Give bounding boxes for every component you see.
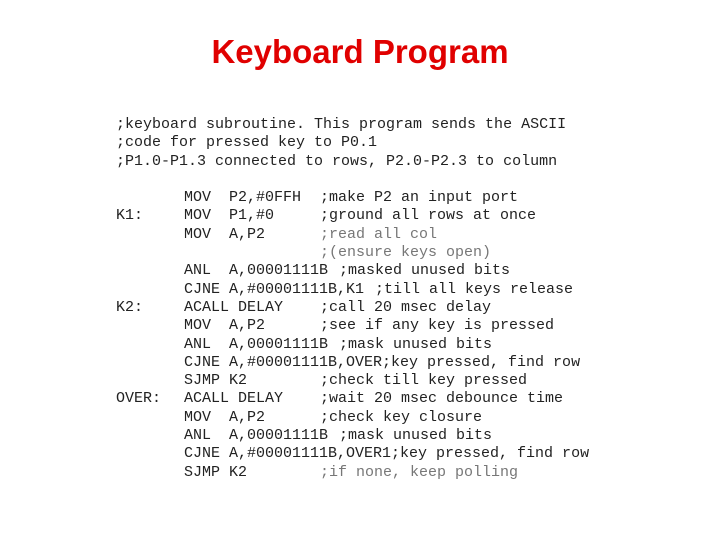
code-instruction: MOV A,P2 [184,408,266,426]
comment-text: ;code for pressed key to P0.1 [116,134,378,152]
slide-title: Keyboard Program [211,33,509,70]
code-comment: ;mask unused bits [312,427,493,445]
code-comment: ;mask unused bits [312,335,493,353]
code-label: OVER: [116,390,162,408]
code-instruction: SJMP K2 [184,463,248,481]
code-line [116,226,616,244]
code-comment: ;(ensure keys open) [320,244,492,262]
code-line [116,262,616,280]
code-instruction: ANL A,00001111B [184,262,329,280]
comment-text: ;keyboard subroutine. This program sends the ASCII [116,116,567,133]
comment-text: ;P1.0-P1.3 connected to rows, P2.0-P2.3 to column [116,152,558,170]
code-comment: ;make P2 an input port [320,189,519,207]
code-comment: ;see if any key is pressed [320,317,555,335]
code-comment: ;till all keys release [366,280,574,298]
code-line [116,244,616,262]
header-comment [116,134,616,152]
header-comment [116,153,616,171]
code-instruction: CJNE A,#00001111B,K1 [184,280,365,298]
code-comment: ;check key closure [320,408,483,426]
code-instruction: MOV P2,#0FFH [184,189,302,207]
code-comment: ;masked unused bits [312,262,511,280]
code-line [116,445,616,463]
spacer-line [116,171,616,189]
code-comment: ;read all col [320,225,438,243]
code-line [116,372,616,390]
code-line [116,464,616,482]
code-line [116,189,616,207]
code-comment: ;call 20 msec delay [320,298,492,316]
code-instruction: MOV A,P2 [184,225,266,243]
code-line [116,336,616,354]
code-line [116,281,616,299]
code-comment: ;if none, keep polling [320,463,519,481]
code-line [116,317,616,335]
code-line [116,409,616,427]
code-label: K2: [116,298,144,316]
code-comment: ;ground all rows at once [320,207,537,225]
code-instruction: CJNE A,#00001111B,OVER1;key pressed, find row [184,445,590,463]
code-instruction: ANL A,00001111B [184,427,329,445]
code-line [116,299,616,317]
code-line [116,427,616,445]
code-line [116,390,616,408]
code-instruction: ACALL DELAY [184,298,284,316]
code-listing [116,116,616,482]
code-instruction: SJMP K2 [184,372,248,390]
code-instruction: MOV A,P2 [184,317,266,335]
code-line [116,354,616,372]
code-label: K1: [116,207,144,225]
code-instruction: CJNE A,#00001111B,OVER;key pressed, find row [184,353,581,371]
code-instruction: ANL A,00001111B [184,335,329,353]
header-comment [116,116,616,134]
code-instruction: MOV P1,#0 [184,207,275,225]
code-instruction: ACALL DELAY [184,390,284,408]
code-comment: ;wait 20 msec debounce time [320,390,564,408]
code-comment: ;check till key pressed [320,372,528,390]
code-line [116,207,616,225]
